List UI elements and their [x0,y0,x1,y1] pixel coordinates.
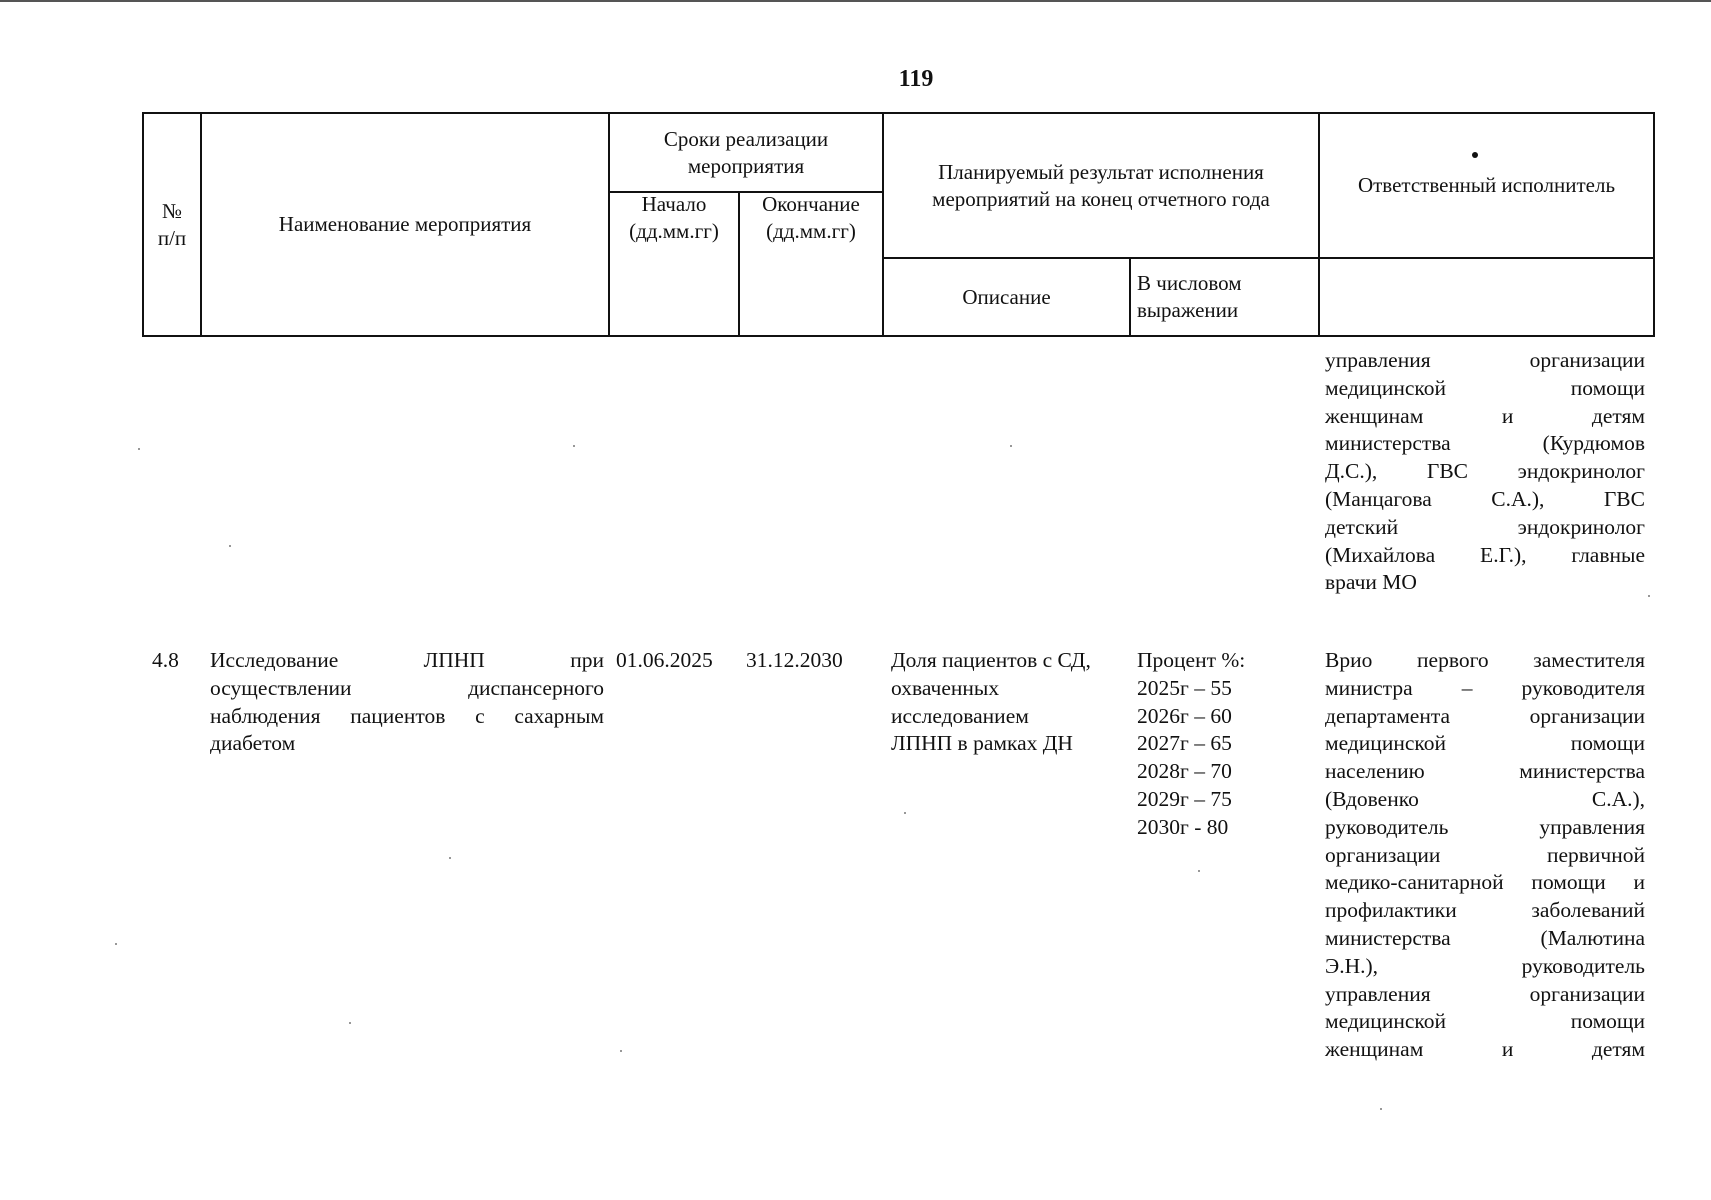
scan-speck [1010,445,1012,447]
text-line: министерства (Малютина [1325,925,1645,950]
text-line: (Манцагова С.А.), ГВС [1325,486,1645,511]
text-line: наблюдения пациентов с сахарным [210,703,604,728]
text-line: профилактики заболеваний [1325,898,1645,923]
header-num: № п/п [157,198,187,250]
continuation-responsible [1325,347,1645,597]
scan-speck [1380,1108,1382,1110]
text-line: (Вдовенко С.А.), [1325,786,1645,811]
scan-speck [449,857,451,859]
header-description: Описание [962,284,1051,309]
header-start: Начало (дд.мм.гг) [629,192,719,243]
scan-speck [1648,595,1650,597]
header-responsible: Ответственный исполнитель [1357,173,1616,197]
row-num: 4.8 [152,648,179,672]
text-line: врачи МО [1325,570,1417,595]
text-line: Э.Н.), руководитель [1325,953,1645,978]
header-name: Наименование мероприятия [278,212,532,236]
row-numeric [1137,647,1307,842]
row-description [891,647,1126,758]
row-start: 01.06.2025 [616,648,713,672]
text-line: руководитель управления [1325,814,1645,839]
text-line: женщинам и детям [1325,1037,1645,1062]
text-line: департамента организации [1325,703,1645,728]
text-line: (Михайлова Е.Г.), главные [1325,542,1645,567]
text-line: 2029г – 75 [1137,786,1232,811]
page-number: 119 [898,66,934,92]
row-end: 31.12.2030 [746,648,843,672]
scan-speck [904,812,906,814]
scan-speck [229,545,231,547]
border-right [1653,112,1655,337]
text-line: медицинской помощи [1325,731,1645,756]
text-line: женщинам и детям [1325,403,1645,428]
text-line: 2030г - 80 [1137,814,1229,839]
scan-speck [620,1050,622,1052]
border-bottom [142,335,1655,337]
text-line: медицинской помощи [1325,1009,1645,1034]
scan-speck [349,1022,351,1024]
text-line: 2025г – 55 [1137,675,1232,700]
scan-speck [138,448,140,450]
text-line: Врио первого заместителя [1325,648,1645,672]
scan-edge [0,0,1711,2]
text-line: 2027г – 65 [1137,731,1232,756]
text-line: осуществлении диспансерного [210,675,604,700]
text-line: ЛПНП в рамках ДН [891,731,1073,756]
scan-speck [573,445,575,447]
text-line: медицинской помощи [1325,375,1645,400]
header-terms: Сроки реализации мероприятия [663,126,829,178]
text-line: Доля пациентов с СД, [891,648,1091,672]
scan-speck [1198,870,1200,872]
row-responsible [1325,647,1645,1064]
table-header [142,112,1655,337]
scan-speck [115,943,117,945]
row-name [210,647,604,758]
text-line: населению министерства [1325,759,1645,784]
header-numeric: В числовом выражении [1137,271,1242,322]
text-line: диабетом [210,731,296,756]
text-line: детский эндокринолог [1325,514,1645,539]
text-line: министерства (Курдюмов [1325,431,1645,456]
text-line: Д.С.), ГВС эндокринолог [1325,459,1645,484]
header-result: Планируемый результат исполнения мероприятий на конец отчетного года [932,159,1270,211]
text-line: управления организации [1325,981,1645,1006]
text-line: 2028г – 70 [1137,759,1232,784]
text-line: министра – руководителя [1325,675,1645,700]
text-line: управления организации [1325,348,1645,372]
ink-dot [1472,152,1478,158]
text-line: медико-санитарной помощи и [1325,870,1645,895]
text-line: Исследование ЛПНП при [210,648,604,672]
text-line: 2026г – 60 [1137,703,1232,728]
text-line: охваченных [891,675,1000,700]
text-line: организации первичной [1325,842,1645,867]
header-end: Окончание (дд.мм.гг) [762,192,860,243]
text-line: Процент %: [1137,648,1246,672]
text-line: исследованием [891,703,1029,728]
